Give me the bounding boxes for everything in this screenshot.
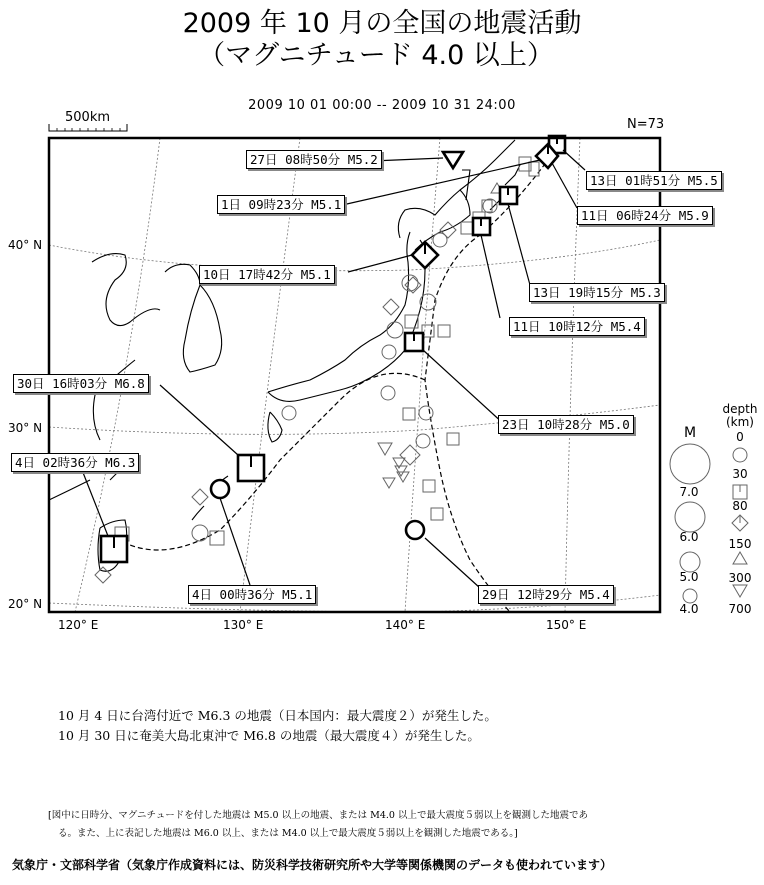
lon-120: 120° E (58, 618, 99, 632)
label-eq-01: 1日 09時23分 M5.1 (217, 195, 345, 214)
legend-depth-700: 700 (728, 602, 752, 616)
legend-m-7: 7.0 (679, 485, 699, 499)
legend-m-title: M (683, 425, 697, 441)
map-subtitle: （マグニチュード 4.0 以上） (198, 40, 554, 71)
depth-triangle-down-icon (733, 585, 747, 597)
legend-depth-symbols (725, 445, 755, 605)
credit-line: 気象庁・文部科学省（気象庁作成資料には、防災科学技術研究所や大学等関係機関のデータも使われています） (12, 858, 613, 872)
note-line-1: 10 月 4 日に台湾付近で M6.3 の地震（日本国内：最大震度２）が発生した。 (58, 708, 497, 723)
legend-m-5: 5.0 (679, 570, 699, 584)
lon-130: 130° E (223, 618, 264, 632)
label-eq-29: 29日 12時29分 M5.4 (478, 585, 614, 604)
legend-depth-unit: (km) (725, 415, 754, 429)
depth-triangle-up-icon (733, 552, 747, 564)
lon-150: 150° E (546, 618, 587, 632)
lon-140: 140° E (385, 618, 426, 632)
lat-20: 20° N (8, 597, 43, 611)
label-eq-11a: 11日 06時24分 M5.9 (577, 206, 713, 225)
depth-circle-icon (733, 448, 747, 462)
legend-depth-30: 30 (732, 467, 748, 481)
legend-depth-80: 80 (732, 499, 748, 513)
eq-27-triangle-icon (443, 152, 463, 168)
label-eq-10: 10日 17時42分 M5.1 (199, 265, 335, 284)
footnote-line-1: [図中に日時分、マグニチュードを付した地震は M5.0 以上の地震、または M4.0 以上で最大震度５弱以上を観測した地震であ (48, 810, 588, 821)
legend-m-6: 6.0 (679, 530, 699, 544)
lat-40: 40° N (8, 238, 43, 252)
label-eq-11b: 11日 10時12分 M5.4 (509, 317, 645, 336)
legend-depth-0: 0 (736, 430, 744, 444)
label-eq-30: 30日 16時03分 M6.8 (13, 374, 149, 393)
legend-depth-150: 150 (728, 537, 752, 551)
label-eq-13b: 13日 19時15分 M5.3 (529, 283, 665, 302)
scale-bar-label: 500km (65, 110, 111, 125)
scale-bar (49, 124, 127, 131)
legend-depth-300: 300 (728, 571, 752, 585)
lat-30: 30° N (8, 421, 43, 435)
label-eq-13a: 13日 01時51分 M5.5 (586, 171, 722, 190)
legend-magnitude-circles (666, 440, 716, 610)
legend-m-4: 4.0 (679, 602, 699, 616)
label-eq-27: 27日 08時50分 M5.2 (246, 150, 382, 169)
note-line-2: 10 月 30 日に奄美大島北東沖で M6.8 の地震（最大震度４）が発生した。 (58, 728, 480, 743)
map-title: 2009 年 10 月の全国の地震活動 (182, 8, 582, 39)
legend-depth-title: depth (722, 402, 758, 416)
footnote-line-2: る。また、上に表記した地震は M6.0 以上、または M4.0 以上で最大震度５弱以上を観測した地震である。] (58, 828, 518, 839)
label-eq-04b: 4日 00時36分 M5.1 (188, 585, 316, 604)
label-eq-23: 23日 10時28分 M5.0 (498, 415, 634, 434)
label-eq-04a: 4日 02時36分 M6.3 (11, 453, 139, 472)
event-count: N=73 (627, 117, 665, 132)
eq-29-circle-icon (406, 521, 424, 539)
leader-lines (82, 150, 585, 588)
eq-04b-circle-icon (211, 480, 229, 498)
period-range: 2009 10 01 00:00 -- 2009 10 31 24:00 (248, 98, 516, 113)
